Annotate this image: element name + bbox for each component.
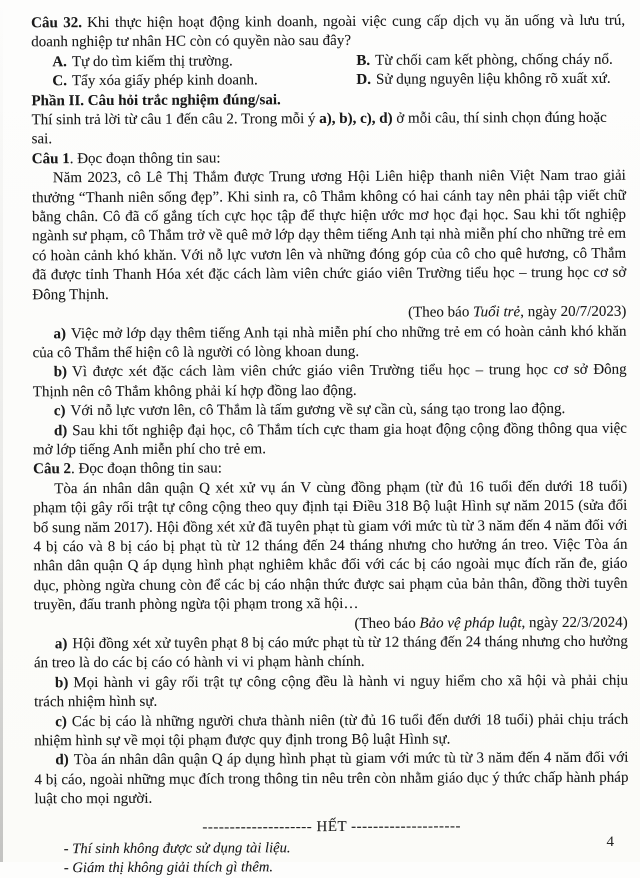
instruction-post: ở mỗi câu, thí sinh chọn đúng hoặc sai. (31, 109, 607, 148)
question-1-item-c (33, 400, 627, 422)
item-b-label: b) (53, 364, 68, 381)
question-1-intro: . Đọc đoạn thông tin sau: (69, 150, 221, 167)
option-a-text: Tự do tìm kiếm thị trường. (71, 53, 233, 70)
divider-dashes-left: -------------------- (202, 818, 313, 836)
citation-paper-name: Tuổi trẻ (473, 304, 521, 321)
footer-notes (35, 838, 629, 878)
question-1-item-b (33, 361, 627, 402)
option-b (356, 51, 625, 72)
question-32-label: Câu 32. (31, 15, 83, 32)
option-a (52, 52, 356, 73)
question-2-item-a (34, 633, 628, 674)
question-2-item-c (34, 710, 628, 751)
item-b-label: b) (55, 674, 69, 692)
item-c-label: c) (55, 713, 67, 730)
option-d-label: D. (356, 72, 372, 89)
exam-content (31, 12, 629, 878)
question-2-item-d (34, 749, 628, 810)
question-2-heading (33, 458, 627, 480)
item-b-text: Mọi hành vi gây rối trật tự công cộng đều là hành vi nguy hiểm cho xã hội và phải chịu trách nhiệm hình sự. (34, 672, 629, 711)
item-d-label: d) (53, 422, 68, 439)
scan-edge-artifact (0, 0, 3, 862)
question-2-passage: Tòa án nhân dân quận Q xét xử vụ án V cùng đồng phạm (từ đủ 16 tuổi đến dưới 18 tuổi) phạm tội gây rối trật tự công cộng theo quy định tại Điều 318 Bộ luật Hình sự năm 2015 (sửa đổi bổ sung năm 2017). Hội đồng xét xử đã tuyên phạt tù giam với mức tù từ 3 năm đến 4 năm đối với 4 bị cáo và 8 bị cáo bị phạt tù từ 12 tháng đến 24 tháng nhưng cho hưởng án treo. Việc Tòa án nhân dân quận Q áp dụng hình phạt nghiêm khắc đối với các bị cáo ngoài mục đích răn đe, giáo dục, phòng ngừa chung còn để các bị cáo nhận thức được sai phạm của bản thân, đồng thời tuyên truyền, đấu tranh phòng ngừa tội phạm trong xã hội… (33, 478, 628, 614)
item-a-label: a) (54, 636, 68, 653)
question-1-item-a (32, 322, 626, 363)
question-1-label: Câu 1 (31, 150, 70, 168)
item-d-text: Sau khi tốt nghiệp đại học, cô Thắm tích cực tham gia hoạt động cộng đồng thông qua việc mở lớp tiếng Anh miễn phí cho trẻ em. (32, 420, 627, 459)
item-b-text: Vì được xét đặc cách làm viên chức giáo viên Trường tiểu học – trung học cơ sở Đông Thịnh nên cô Thắm không phải kí hợp đồng lao động. (32, 362, 627, 401)
item-c-text: Với nỗ lực vươn lên, cô Thắm là tấm gương về sự cần cù, sáng tạo trong lao động. (70, 401, 566, 420)
citation-paper-name: Bảo vệ pháp luật (419, 614, 522, 632)
citation-post: , ngày 20/7/2023) (520, 303, 627, 321)
option-c-label: C. (52, 73, 68, 90)
option-c (52, 71, 356, 92)
item-d-label: d) (55, 752, 69, 769)
question-32-options (31, 51, 625, 92)
footer-note-1: - Thí sinh không được sử dụng tài liệu. (63, 840, 291, 858)
question-2-item-b (34, 672, 628, 713)
item-d-text: Tòa án nhân dân quận Q áp dụng hình phạt tù giam với mức tù từ 3 năm đến 4 năm đối với 4 bị cáo, ngoài những mục đích trong thông tin nêu trên còn nhằm giáo dục ý thức chấp hành pháp luật cho mọi người. (34, 750, 629, 808)
item-c-label: c) (53, 403, 66, 420)
question-2-citation (34, 613, 628, 635)
end-label: HẾT (312, 818, 352, 835)
option-d-text: Sử dụng nguyên liệu không rõ xuất xứ. (375, 70, 611, 89)
footer-note-2: - Giám thị không giải thích gì thêm. (63, 858, 274, 876)
divider-dashes-right: -------------------- (351, 818, 462, 835)
option-d (356, 70, 625, 91)
instruction-bold: a), b), c), d) (319, 110, 393, 128)
item-a-text: Việc mở lớp dạy thêm tiếng Anh tại nhà miễn phí cho những trẻ em có hoàn cảnh khó khăn của cô Thắm thể hiện cô là người có lòng khoan dung. (32, 323, 627, 362)
citation-pre: (Theo báo (408, 304, 474, 321)
end-divider (35, 816, 629, 838)
part2-heading: Phần II. Câu hỏi trắc nghiệm đúng/sai. (31, 91, 281, 109)
page-number: 4 (606, 834, 614, 850)
question-2-intro: . Đọc đoạn thông tin sau: (71, 460, 222, 478)
part2-instruction (32, 109, 626, 150)
option-b-label: B. (356, 52, 371, 69)
citation-post: , ngày 22/3/2024) (521, 614, 628, 631)
option-b-text: Từ chối cam kết phòng, chống cháy nổ. (375, 51, 613, 69)
question-1-passage: Năm 2023, cô Lê Thị Thắm được Trung ương Hội Liên hiệp thanh niên Việt Nam trao giải thưởng “Thanh niên sống đẹp”. Khi sinh ra, cô Thắm không có hai cánh tay nên phải tập viết chữ bằng chân. Cô đã cố gắng tích cực học tập để thực hiện ước mơ học đại học. Sau khi tốt nghiệp ngành sư phạm, cô Thắm trở về quê mở lớp dạy thêm tiếng Anh tại nhà miễn phí cho những trẻ em có hoàn cảnh khó khăn. Với nỗ lực vươn lên và những đóng góp của cô cho quê hương, cô Thắm đã được tỉnh Thanh Hóa xét đặc cách làm viên chức giáo viên Trường tiểu học – trung học cơ sở Đông Thịnh. (31, 167, 627, 303)
question-1-item-d (33, 419, 627, 460)
question-1-heading (32, 148, 626, 170)
question-2-label: Câu 2 (33, 461, 72, 478)
question-32 (31, 12, 625, 53)
item-c-text: Các bị cáo là những người chưa thành niên (từ đủ 16 tuổi đến dưới 18 tuổi) phải chịu trách nhiệm hình sự về mọi tội phạm được quy định trong Bộ luật Hình sự. (34, 711, 629, 750)
question-1-citation (32, 303, 626, 325)
option-c-text: Tẩy xóa giấy phép kinh doanh. (71, 72, 258, 90)
item-a-label: a) (53, 325, 67, 342)
question-32-text: Khi thực hiện hoạt động kinh doanh, ngoài việc cung cấp dịch vụ ăn uống và lưu trú, doanh nghiệp tư nhân HC còn có quyền nào sau đây? (31, 12, 626, 51)
item-a-text: Hội đồng xét xử tuyên phạt 8 bị cáo mức phạt tù từ 12 tháng đến 24 tháng nhưng cho hưởng án treo là do các bị cáo có hành vi vi phạm hành chính. (33, 633, 628, 672)
citation-pre: (Theo báo (354, 615, 420, 632)
option-a-label: A. (52, 53, 67, 71)
instruction-pre: Thí sinh trả lời từ câu 1 đến câu 2. Trong mỗi ý (31, 111, 320, 129)
